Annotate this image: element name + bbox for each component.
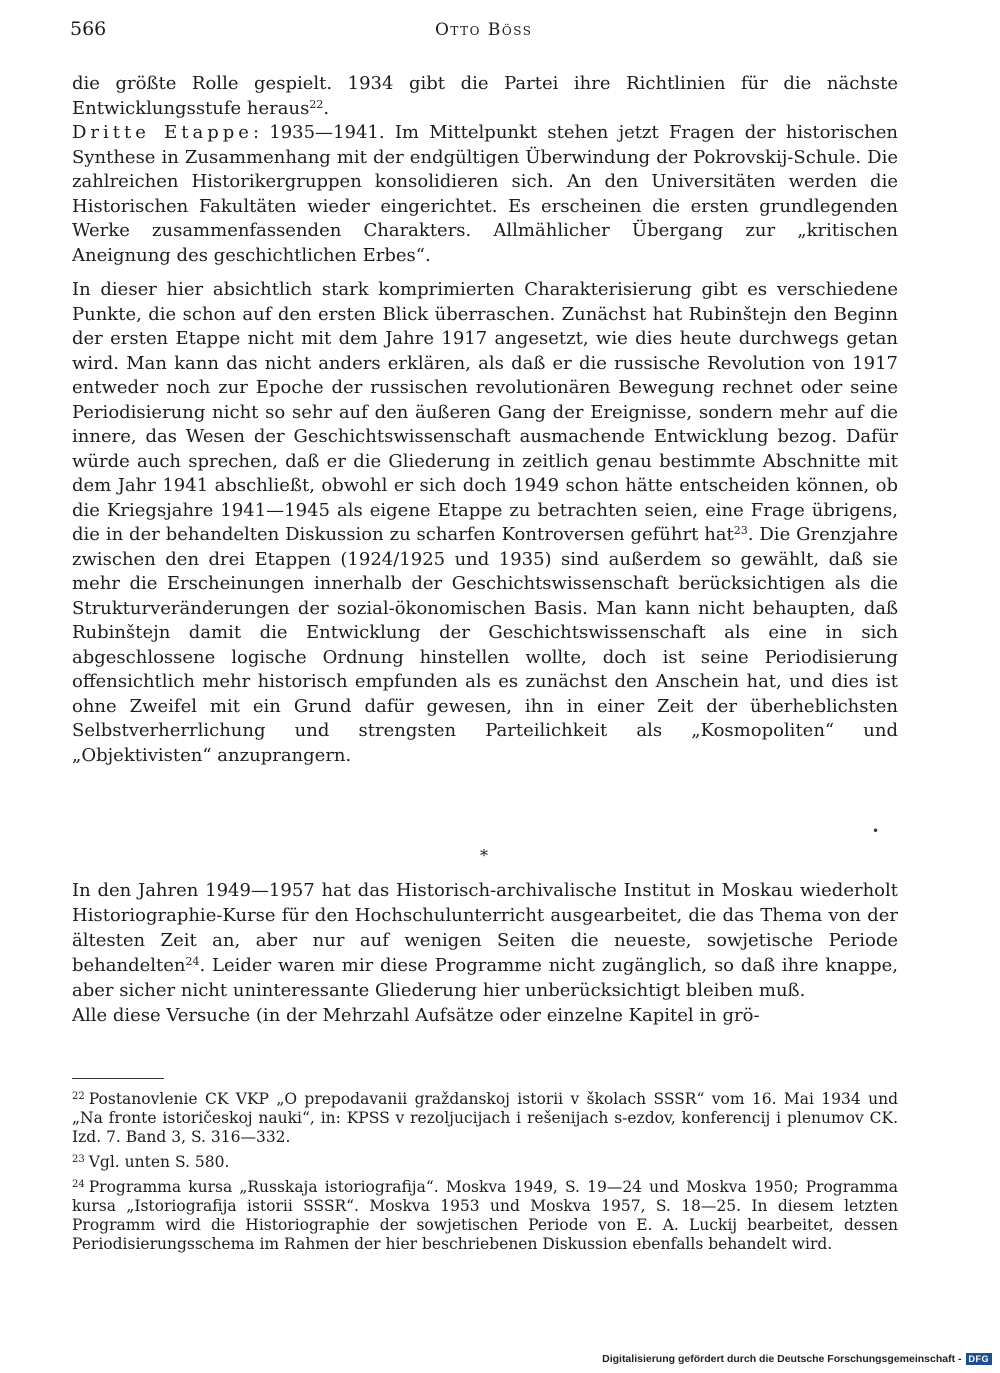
footnote-ref-23[interactable]: 23 [733, 524, 748, 537]
funding-text: Digitalisierung gefördert durch die Deutsche Forschungsgemeinschaft - [602, 1353, 962, 1365]
paragraph-3-text-b: . Die Grenzjahre zwischen den drei Etappen (1924/1925 und 1935) sind außerdem so gewählt, daß sie mehr die Erscheinungen innerhalb der Geschichtswissenschaft berücksichtigen als die Strukturveränderungen der sozial-ökonomischen Basis. Man kann nicht behaupten, daß Rubinštejn damit die Entwicklung der Geschichtswissenschaft als eine in sich abgeschlossene logische Ordnung hinstellen wollte, doch ist seine Periodisierung offensichtlich mehr historisch empfunden als es zunächst den Anschein hat, und dies ist ohne Zweifel mit ein Grund dafür gewesen, ihn in einer Zeit der überheblichsten Selbstverherrlichung und strengsten Parteilichkeit als „Kosmopoliten“ und „Objektivisten“ anzuprangern. [72, 524, 898, 766]
page-number: 566 [70, 18, 107, 40]
footnote-22 [72, 1090, 898, 1147]
dfg-logo: DFG [966, 1353, 993, 1365]
footnote-ref-22[interactable]: 22 [309, 97, 324, 111]
print-speck: • [872, 824, 880, 838]
funding-notice [602, 1353, 992, 1365]
paragraph-dritte-etappe [72, 121, 898, 268]
running-head: Otto Böss [435, 20, 533, 40]
paragraph-5: Alle diese Versuche (in der Mehrzahl Aufsätze oder einzelne Kapitel in grö- [72, 1005, 760, 1026]
section-separator: * [480, 846, 488, 865]
footnotes [72, 1090, 898, 1260]
paragraph-4-text-a: In den Jahren 1949—1957 hat das Historisch-archivalische Institut in Moskau wiederholt Historiographie-Kurse für den Hochschulunterricht ausgearbeitet, die das Thema von der ältesten Zeit an, aber nur auf wenigen Seiten die neueste, sowjetische Periode behandelten [72, 880, 898, 976]
paragraph-4-text-b: . Leider waren mir diese Programme nicht zugänglich, so daß ihre knappe, aber sicher nicht uninteressante Gliederung hier unberücksichtigt bleiben muß. [72, 955, 898, 1001]
lower-body-text [72, 878, 898, 1028]
footnote-divider [72, 1078, 164, 1079]
footnote-text: Vgl. unten S. 580. [88, 1153, 230, 1171]
footnote-number: 22 [72, 1091, 85, 1102]
paragraph-1-end: . [323, 97, 330, 119]
paragraph-4 [72, 878, 898, 1003]
paragraph-1-text: die größte Rolle gespielt. 1934 gibt die Partei ihre Richtlinien für die nächste Entwicklungsstufe heraus [72, 73, 898, 119]
footnote-number: 24 [72, 1179, 85, 1190]
footnote-ref-24[interactable]: 24 [185, 955, 200, 968]
stage-label: Dritte Etappe [72, 122, 253, 143]
footnote-text: Postanovlenie CK VKP „O prepodavanii graždanskoj istorii v školach SSSR“ vom 16. Mai 1934 und „Na fronte istoričeskoj nauki“, in: KPSS v rezoljucijach i rešenijach s-ezdov, konferencij i plenumov CK. Izd. 7. Band 3, S. 316—332. [72, 1090, 898, 1146]
paragraph-3 [72, 278, 898, 768]
footnote-24 [72, 1178, 898, 1254]
body-text [72, 72, 898, 768]
footnote-text: Programma kursa „Russkaja istoriografija“. Moskva 1949, S. 19—24 und Moskva 1950; Programma kursa „Istoriografija istorii SSSR“. Moskva 1953 und Moskva 1957, S. 18—25. In diesem letzten Programm wird die Historiographie der sowjetischen Periode von E. A. Luckij bearbeitet, dessen Periodisierungsschema im Rahmen der hier beschriebenen Diskussion ebenfalls behandelt wird. [72, 1178, 898, 1253]
paragraph-1 [72, 72, 898, 121]
footnote-number: 23 [72, 1154, 85, 1165]
stage-text: : 1935—1941. Im Mittelpunkt stehen jetzt Fragen der historischen Synthese in Zusammenhang mit der endgültigen Überwindung der Pokrovskij-Schule. Die zahlreichen Historikergruppen konsolidieren sich. An den Universitäten werden die Historischen Fakultäten wieder eingerichtet. Es erscheinen die ersten grundlegenden Werke zusammenfassenden Charakters. Allmählicher Übergang zur „kritischen Aneignung des geschichtlichen Erbes“. [72, 122, 898, 266]
footnote-23 [72, 1153, 898, 1172]
paragraph-3-text-a: In dieser hier absichtlich stark komprimierten Charakterisierung gibt es verschiedene Punkte, die schon auf den ersten Blick überraschen. Zunächst hat Rubinštejn den Beginn der ersten Etappe nicht mit dem Jahre 1917 angesetzt, wie dies heute durchwegs getan wird. Man kann das nicht anders erklären, als daß er die russische Revolution von 1917 entweder noch zur Epoche der russischen revolutionären Bewegung rechnet oder seine Periodisierung nicht so sehr auf den äußeren Gang der Ereignisse, sondern mehr auf die innere, das Wesen der Geschichtswissenschaft ausmachende Entwicklung bezog. Dafür würde auch sprechen, daß er die Gliederung in zeitlich genau bestimmte Abschnitte mit dem Jahr 1941 abschließt, obwohl er sich doch 1949 schon hätte entscheiden können, ob die Kriegsjahre 1941—1945 als eigene Etappe zu betrachten seien, eine Frage übrigens, die in der behandelten Diskussion zu scharfen Kontroversen geführt hat [72, 279, 898, 545]
